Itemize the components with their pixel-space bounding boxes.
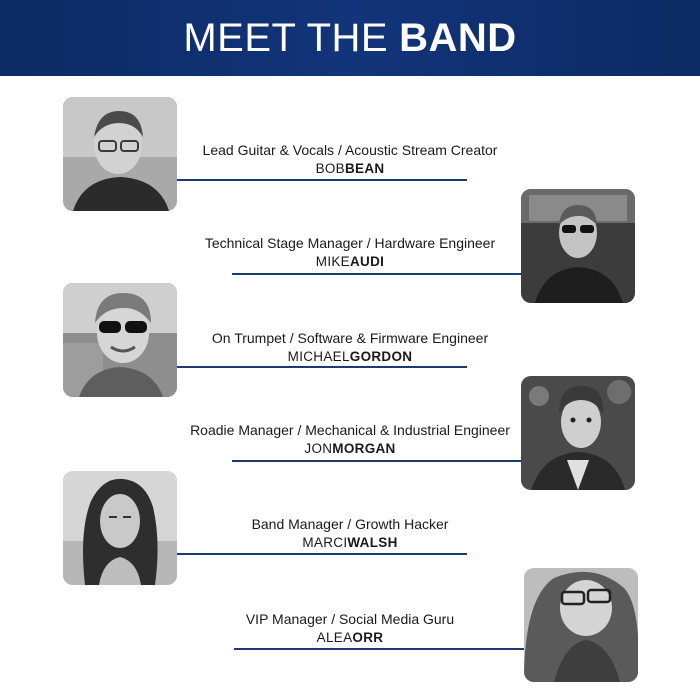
member-name bbox=[177, 534, 523, 552]
member-info bbox=[177, 329, 523, 366]
member-name bbox=[177, 253, 523, 271]
header-title-light: MEET THE bbox=[183, 15, 389, 60]
member-last-name: BEAN bbox=[344, 161, 385, 176]
divider-line bbox=[177, 366, 467, 368]
member-info bbox=[177, 141, 523, 178]
member-role: Lead Guitar & Vocals / Acoustic Stream Creator bbox=[202, 142, 498, 158]
divider-line bbox=[177, 553, 467, 555]
member-first-name: MARCI bbox=[302, 535, 348, 550]
member-name bbox=[177, 348, 523, 366]
divider-line bbox=[234, 648, 524, 650]
member-last-name: WALSH bbox=[347, 535, 398, 550]
header-title-bold: BAND bbox=[399, 15, 517, 60]
member-first-name: ALEA bbox=[316, 630, 353, 645]
member-photo bbox=[524, 568, 638, 682]
page-header bbox=[0, 0, 700, 76]
band-member-card bbox=[0, 568, 700, 683]
divider-line bbox=[232, 460, 521, 462]
member-last-name: MORGAN bbox=[332, 441, 396, 456]
member-role: VIP Manager / Social Media Guru bbox=[245, 611, 455, 627]
member-info bbox=[177, 421, 523, 458]
member-last-name: GORDON bbox=[349, 349, 413, 364]
member-first-name: BOB bbox=[315, 161, 345, 176]
member-name bbox=[177, 160, 523, 178]
divider-line bbox=[177, 179, 467, 181]
member-first-name: MICHAEL bbox=[287, 349, 350, 364]
member-info bbox=[177, 234, 523, 271]
member-role: Roadie Manager / Mechanical & Industrial Engineer bbox=[190, 422, 510, 438]
member-first-name: MIKE bbox=[315, 254, 350, 269]
member-name bbox=[177, 440, 523, 458]
member-first-name: JON bbox=[304, 441, 333, 456]
member-info bbox=[177, 515, 523, 552]
member-last-name: ORR bbox=[352, 630, 384, 645]
member-role: On Trumpet / Software & Firmware Engineer bbox=[211, 330, 489, 346]
member-last-name: AUDI bbox=[350, 254, 385, 269]
member-role: Band Manager / Growth Hacker bbox=[251, 516, 449, 532]
member-info bbox=[177, 610, 523, 647]
member-role: Technical Stage Manager / Hardware Engineer bbox=[204, 235, 496, 251]
divider-line bbox=[232, 273, 521, 275]
member-name bbox=[177, 629, 523, 647]
